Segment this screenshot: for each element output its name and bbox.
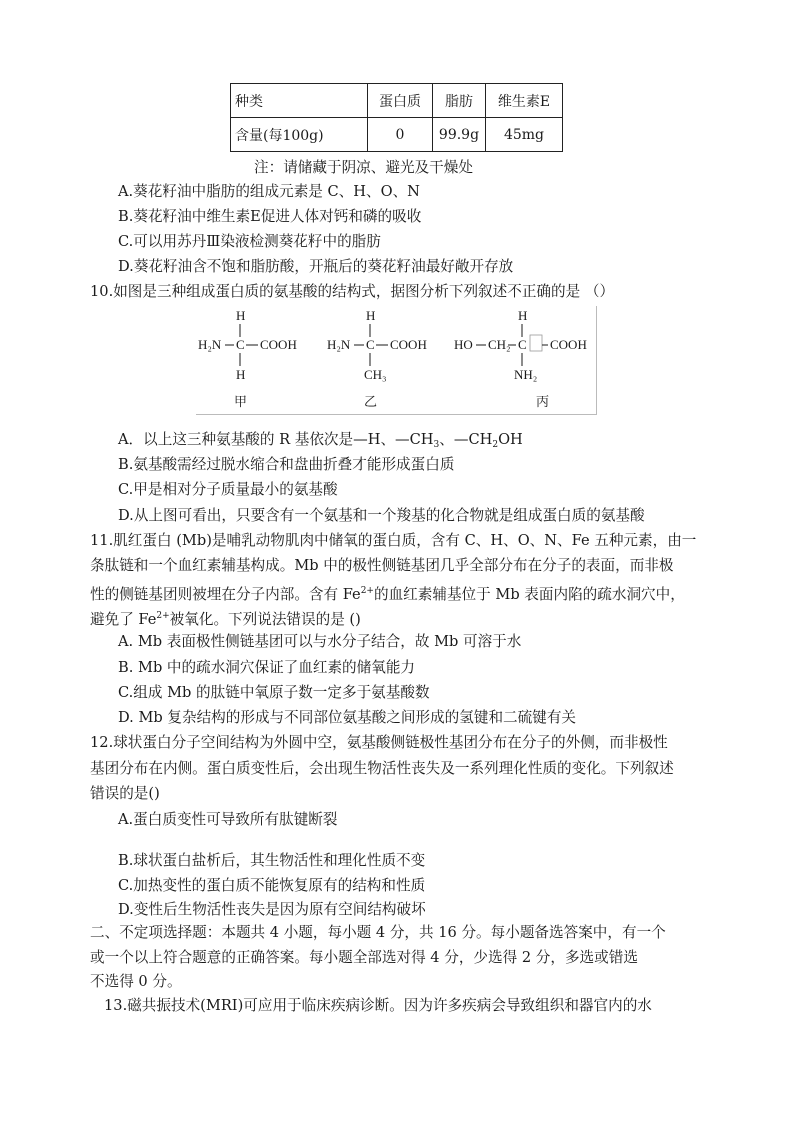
amino-acid-figure <box>196 306 597 415</box>
nutrition-table <box>230 83 563 152</box>
table-cell: 0 <box>368 118 433 152</box>
q12-line3: 错误的是() <box>90 785 160 802</box>
formula-ho: HO <box>454 337 473 352</box>
table-cell: 种类 <box>231 84 368 118</box>
q11-line1: 11.肌红蛋白 (Mb)是哺乳动物肌肉中储氧的蛋白质，含有 C、H、O、N、Fe 五种元素，由一 <box>90 532 697 549</box>
table-cell: 维生素E <box>486 84 563 118</box>
formula-h2n: H₂N <box>327 337 351 352</box>
storage-note: 注：请储藏于阴凉、避光及干燥处 <box>254 159 473 176</box>
formula-c: C <box>518 337 527 352</box>
table-row <box>231 118 563 152</box>
q11-line4: 避免了 $Fe^{2+}$被氧化。下列说法错误的是 () <box>90 611 361 628</box>
formula-cooh: COOH <box>550 337 587 352</box>
q11-line2: 条肽链和一个血红素辅基构成。Mb 中的极性侧链基团几乎全部分布在分子的表面，而非极 <box>90 557 674 574</box>
q11-option-d: D. Mb 复杂结构的形成与不同部位氨基酸之间形成的氢键和二硫键有关 <box>118 709 577 726</box>
q10-option-a: A．以上这三种氨基酸的 R 基依次是—H、$—CH_3$、$—CH_2OH$ <box>118 431 523 450</box>
q12-option-b: B.球状蛋白盐析后，其生物活性和理化性质不变 <box>118 852 426 869</box>
formula-h: H <box>236 367 246 382</box>
q11-option-b: B. Mb 中的疏水洞穴保证了血红素的储氧能力 <box>118 659 416 676</box>
q12-line1: 12.球状蛋白分子空间结构为外圆中空，氨基酸侧链极性基团分布在分子的外侧，而非极性 <box>90 734 668 751</box>
q12-option-a: A.蛋白质变性可导致所有肽键断裂 <box>118 811 338 828</box>
q9-option-d: D.葵花籽油含不饱和脂肪酸，开瓶后的葵花籽油最好敞开存放 <box>118 258 514 275</box>
formula-cooh: COOH <box>260 337 297 352</box>
label-yi: 乙 <box>364 394 378 409</box>
table-header-row <box>231 84 563 118</box>
q9-option-c: C.可以用苏丹Ⅲ染液检测葵花籽中的脂肪 <box>118 233 381 250</box>
section2-line1: 二、不定项选择题：本题共 4 小题，每小题 4 分，共 16 分。每小题备选答案中，有一个 <box>90 924 666 941</box>
q10-option-b: B.氨基酸需经过脱水缩合和盘曲折叠才能形成蛋白质 <box>118 456 455 473</box>
section2-line3: 不选得 0 分。 <box>90 973 182 990</box>
table-cell: 脂肪 <box>433 84 486 118</box>
label-jia: 甲 <box>234 394 248 409</box>
formula-c: C <box>236 337 245 352</box>
table-cell: 99.9g <box>433 118 486 152</box>
formula-nh2: NH₂ <box>514 367 538 382</box>
q11-option-a: A. Mb 表面极性侧链基团可以与水分子结合，故 Mb 可溶于水 <box>118 633 522 650</box>
formula-c: C <box>366 337 375 352</box>
q10-option-c: C.甲是相对分子质量最小的氨基酸 <box>118 481 338 498</box>
q12-line2: 基团分布在内侧。蛋白质变性后，会出现生物活性丧失及一系列理化性质的变化。下列叙述 <box>90 760 674 777</box>
formula-ch2: CH₂ <box>488 337 511 352</box>
formula-ch3: CH₃ <box>364 367 387 382</box>
table-cell: 含量(每100g) <box>231 118 368 152</box>
q11-line3: 性的侧链基团则被埋在分子内部。含有 $Fe^{2+}$的血红素辅基位于 Mb 表面内陷的疏水洞穴中， <box>90 586 685 603</box>
q10-stem: 10.如图是三种组成蛋白质的氨基酸的结构式，据图分析下列叙述不正确的是 （） <box>90 283 615 300</box>
formula-h: H <box>236 308 246 323</box>
q9-option-b: B.葵花籽油中维生素E促进人体对钙和磷的吸收 <box>118 208 422 225</box>
q12-option-c: C.加热变性的蛋白质不能恢复原有的结构和性质 <box>118 877 426 894</box>
formula-h: H <box>366 308 376 323</box>
q11-option-c: C.组成 Mb 的肽链中氧原子数一定多于氨基酸数 <box>118 684 430 701</box>
label-bing: 丙 <box>536 394 550 409</box>
formula-h2n: H₂N <box>198 337 222 352</box>
q9-option-a: A.葵花籽油中脂肪的组成元素是 C、H、O、N <box>118 183 420 200</box>
q10-option-d: D.从上图可看出，只要含有一个氨基和一个羧基的化合物就是组成蛋白质的氨基酸 <box>118 507 645 524</box>
formula-h: H <box>518 308 528 323</box>
q13-line1: 13.磁共振技术(MRI)可应用于临床疾病诊断。因为许多疾病会导致组织和器官内的水 <box>104 997 652 1014</box>
structural-formulas <box>196 306 596 414</box>
section2-line2: 或一个以上符合题意的正确答案。每小题全部选对得 4 分，少选得 2 分，多选或错选 <box>90 949 638 966</box>
table-cell: 蛋白质 <box>368 84 433 118</box>
formula-cooh: COOH <box>390 337 427 352</box>
table-cell: 45mg <box>486 118 563 152</box>
q12-option-d: D.变性后生物活性丧失是因为原有空间结构破坏 <box>118 901 426 918</box>
